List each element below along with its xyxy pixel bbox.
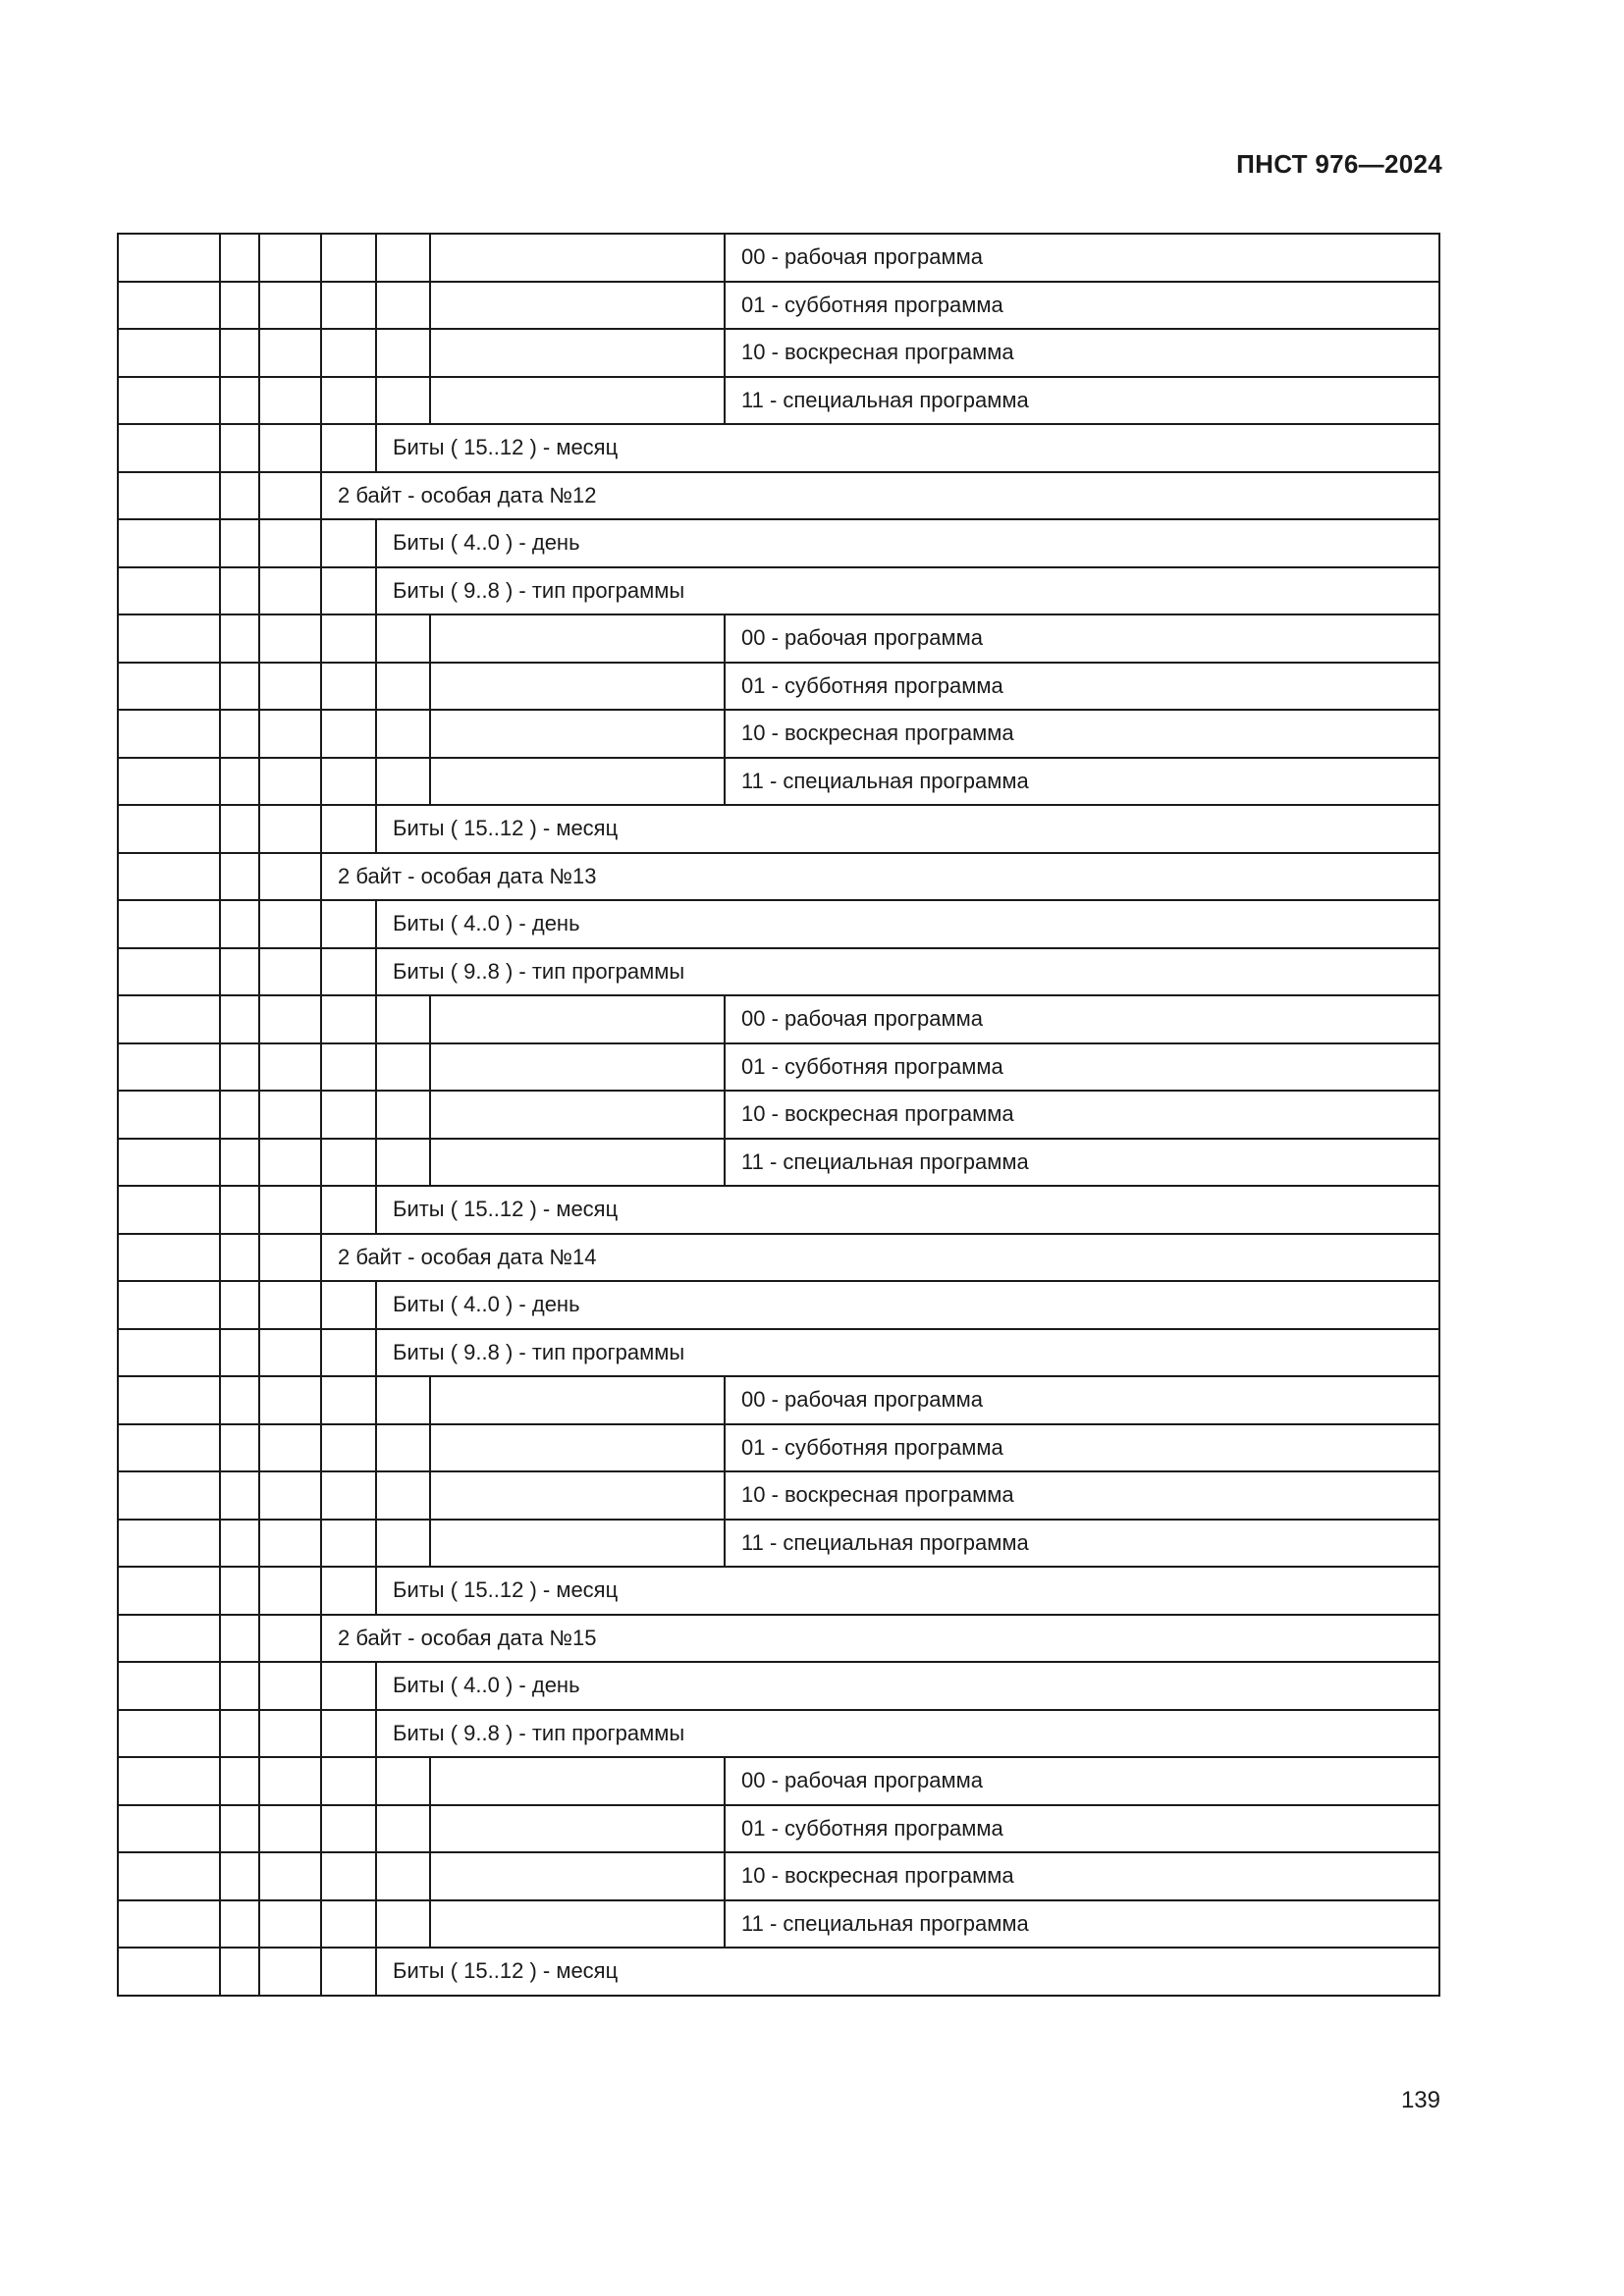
empty-cell — [321, 1471, 376, 1520]
empty-cell — [259, 710, 321, 758]
empty-cell — [430, 710, 725, 758]
empty-cell — [259, 1139, 321, 1187]
empty-cell — [321, 234, 376, 282]
table-row — [118, 1852, 1439, 1900]
empty-cell — [220, 1520, 259, 1568]
empty-cell — [430, 1139, 725, 1187]
empty-cell — [220, 1424, 259, 1472]
table-row — [118, 853, 1439, 901]
empty-cell — [321, 567, 376, 615]
empty-cell — [321, 1948, 376, 1996]
empty-cell — [118, 1757, 220, 1805]
empty-cell — [259, 1757, 321, 1805]
empty-cell — [321, 995, 376, 1043]
empty-cell — [321, 519, 376, 567]
empty-cell — [430, 1471, 725, 1520]
empty-cell — [321, 614, 376, 663]
program-type-option: 10 - воскресная программа — [725, 710, 1439, 758]
empty-cell — [220, 1139, 259, 1187]
empty-cell — [259, 234, 321, 282]
empty-cell — [430, 995, 725, 1043]
empty-cell — [321, 805, 376, 853]
program-type-option: 11 - специальная программа — [725, 377, 1439, 425]
program-type-option: 01 - субботняя программа — [725, 663, 1439, 711]
empty-cell — [118, 900, 220, 948]
empty-cell — [321, 948, 376, 996]
page-number: 139 — [1400, 2087, 1440, 2113]
empty-cell — [321, 1710, 376, 1758]
empty-cell — [118, 282, 220, 330]
empty-cell — [118, 1281, 220, 1329]
empty-cell — [259, 1424, 321, 1472]
bit-field-label: Биты ( 9..8 ) - тип программы — [376, 1710, 1439, 1758]
empty-cell — [118, 377, 220, 425]
empty-cell — [259, 1900, 321, 1949]
empty-cell — [376, 614, 430, 663]
empty-cell — [321, 1043, 376, 1092]
empty-cell — [220, 282, 259, 330]
empty-cell — [430, 663, 725, 711]
empty-cell — [376, 1376, 430, 1424]
empty-cell — [321, 1139, 376, 1187]
empty-cell — [376, 1900, 430, 1949]
program-type-option: 10 - воскресная программа — [725, 1091, 1439, 1139]
program-type-option: 00 - рабочая программа — [725, 1376, 1439, 1424]
empty-cell — [376, 1091, 430, 1139]
empty-cell — [118, 1948, 220, 1996]
empty-cell — [430, 1376, 725, 1424]
empty-cell — [220, 1900, 259, 1949]
program-type-option: 10 - воскресная программа — [725, 1471, 1439, 1520]
empty-cell — [220, 424, 259, 472]
program-type-option: 10 - воскресная программа — [725, 329, 1439, 377]
empty-cell — [220, 1186, 259, 1234]
empty-cell — [430, 1091, 725, 1139]
table-row — [118, 1567, 1439, 1615]
empty-cell — [376, 1139, 430, 1187]
empty-cell — [430, 1424, 725, 1472]
empty-cell — [430, 377, 725, 425]
table-row — [118, 1805, 1439, 1853]
empty-cell — [118, 1329, 220, 1377]
empty-cell — [220, 1234, 259, 1282]
table-row — [118, 1471, 1439, 1520]
empty-cell — [259, 282, 321, 330]
empty-cell — [118, 519, 220, 567]
empty-cell — [321, 424, 376, 472]
table-row — [118, 424, 1439, 472]
empty-cell — [259, 614, 321, 663]
empty-cell — [259, 1615, 321, 1663]
empty-cell — [430, 234, 725, 282]
empty-cell — [220, 995, 259, 1043]
empty-cell — [118, 758, 220, 806]
table-row — [118, 948, 1439, 996]
table-row — [118, 1900, 1439, 1949]
empty-cell — [118, 1567, 220, 1615]
bit-field-label: Биты ( 15..12 ) - месяц — [376, 805, 1439, 853]
empty-cell — [259, 1281, 321, 1329]
bit-field-label: Биты ( 15..12 ) - месяц — [376, 1567, 1439, 1615]
empty-cell — [321, 900, 376, 948]
empty-cell — [220, 567, 259, 615]
empty-cell — [118, 1615, 220, 1663]
table-row — [118, 1043, 1439, 1092]
bit-field-label: Биты ( 9..8 ) - тип программы — [376, 948, 1439, 996]
empty-cell — [118, 1186, 220, 1234]
empty-cell — [118, 663, 220, 711]
empty-cell — [118, 329, 220, 377]
program-type-option: 00 - рабочая программа — [725, 995, 1439, 1043]
table-row — [118, 1329, 1439, 1377]
empty-cell — [220, 1281, 259, 1329]
table-row — [118, 1757, 1439, 1805]
program-type-option: 00 - рабочая программа — [725, 1757, 1439, 1805]
empty-cell — [220, 1043, 259, 1092]
program-type-option: 11 - специальная программа — [725, 1900, 1439, 1949]
empty-cell — [259, 1852, 321, 1900]
empty-cell — [321, 1662, 376, 1710]
empty-cell — [430, 1043, 725, 1092]
empty-cell — [259, 1471, 321, 1520]
empty-cell — [220, 1710, 259, 1758]
empty-cell — [220, 710, 259, 758]
byte-heading: 2 байт - особая дата №13 — [321, 853, 1439, 901]
empty-cell — [376, 377, 430, 425]
empty-cell — [220, 1376, 259, 1424]
empty-cell — [430, 1757, 725, 1805]
empty-cell — [118, 1234, 220, 1282]
bit-field-label: Биты ( 9..8 ) - тип программы — [376, 567, 1439, 615]
empty-cell — [259, 1710, 321, 1758]
empty-cell — [430, 614, 725, 663]
empty-cell — [220, 377, 259, 425]
empty-cell — [220, 1662, 259, 1710]
table-row — [118, 234, 1439, 282]
table-row — [118, 1662, 1439, 1710]
document-number: ПНСТ 976—2024 — [1236, 149, 1442, 179]
table-row — [118, 1520, 1439, 1568]
empty-cell — [118, 1710, 220, 1758]
table-row — [118, 1139, 1439, 1187]
program-type-option: 01 - субботняя программа — [725, 1424, 1439, 1472]
empty-cell — [376, 663, 430, 711]
empty-cell — [118, 805, 220, 853]
empty-cell — [259, 1329, 321, 1377]
program-type-option: 10 - воскресная программа — [725, 1852, 1439, 1900]
empty-cell — [259, 424, 321, 472]
table-row — [118, 519, 1439, 567]
program-type-option: 11 - специальная программа — [725, 758, 1439, 806]
empty-cell — [220, 1948, 259, 1996]
table-row — [118, 377, 1439, 425]
empty-cell — [321, 1852, 376, 1900]
bit-layout-table — [117, 233, 1440, 1997]
empty-cell — [259, 1948, 321, 1996]
empty-cell — [376, 758, 430, 806]
empty-cell — [430, 1805, 725, 1853]
empty-cell — [321, 1757, 376, 1805]
bit-field-label: Биты ( 4..0 ) - день — [376, 1662, 1439, 1710]
table-row — [118, 1710, 1439, 1758]
empty-cell — [430, 329, 725, 377]
empty-cell — [118, 472, 220, 520]
empty-cell — [430, 1520, 725, 1568]
empty-cell — [376, 710, 430, 758]
empty-cell — [376, 1852, 430, 1900]
empty-cell — [259, 995, 321, 1043]
empty-cell — [118, 1091, 220, 1139]
bit-field-label: Биты ( 4..0 ) - день — [376, 900, 1439, 948]
empty-cell — [220, 805, 259, 853]
table-row — [118, 995, 1439, 1043]
empty-cell — [220, 900, 259, 948]
empty-cell — [220, 1471, 259, 1520]
empty-cell — [259, 519, 321, 567]
empty-cell — [220, 519, 259, 567]
empty-cell — [118, 710, 220, 758]
empty-cell — [118, 948, 220, 996]
bit-field-label: Биты ( 15..12 ) - месяц — [376, 1186, 1439, 1234]
empty-cell — [220, 853, 259, 901]
table-row — [118, 900, 1439, 948]
program-type-option: 01 - субботняя программа — [725, 1805, 1439, 1853]
table-row — [118, 758, 1439, 806]
empty-cell — [220, 329, 259, 377]
empty-cell — [376, 234, 430, 282]
empty-cell — [118, 1139, 220, 1187]
program-type-option: 01 - субботняя программа — [725, 1043, 1439, 1092]
empty-cell — [321, 663, 376, 711]
empty-cell — [220, 1757, 259, 1805]
bit-field-label: Биты ( 15..12 ) - месяц — [376, 1948, 1439, 1996]
table-row — [118, 805, 1439, 853]
table-row — [118, 329, 1439, 377]
bit-field-label: Биты ( 9..8 ) - тип программы — [376, 1329, 1439, 1377]
empty-cell — [118, 1852, 220, 1900]
table-row — [118, 1615, 1439, 1663]
table-row — [118, 472, 1439, 520]
empty-cell — [118, 1376, 220, 1424]
program-type-option: 11 - специальная программа — [725, 1520, 1439, 1568]
table-row — [118, 710, 1439, 758]
empty-cell — [118, 424, 220, 472]
empty-cell — [259, 1091, 321, 1139]
table-row — [118, 1091, 1439, 1139]
empty-cell — [118, 853, 220, 901]
empty-cell — [376, 329, 430, 377]
empty-cell — [220, 234, 259, 282]
empty-cell — [259, 663, 321, 711]
empty-cell — [118, 1662, 220, 1710]
empty-cell — [321, 1424, 376, 1472]
empty-cell — [118, 1424, 220, 1472]
empty-cell — [321, 282, 376, 330]
empty-cell — [376, 1471, 430, 1520]
table-row — [118, 567, 1439, 615]
empty-cell — [259, 1043, 321, 1092]
bit-field-label: Биты ( 4..0 ) - день — [376, 1281, 1439, 1329]
empty-cell — [220, 663, 259, 711]
empty-cell — [321, 758, 376, 806]
table-row — [118, 1424, 1439, 1472]
empty-cell — [220, 1329, 259, 1377]
table-row — [118, 1234, 1439, 1282]
empty-cell — [259, 472, 321, 520]
empty-cell — [259, 853, 321, 901]
empty-cell — [118, 1805, 220, 1853]
empty-cell — [321, 1900, 376, 1949]
program-type-option: 01 - субботняя программа — [725, 282, 1439, 330]
empty-cell — [259, 329, 321, 377]
table-row — [118, 1186, 1439, 1234]
empty-cell — [220, 948, 259, 996]
empty-cell — [220, 1852, 259, 1900]
empty-cell — [430, 758, 725, 806]
table-row — [118, 282, 1439, 330]
empty-cell — [259, 1805, 321, 1853]
empty-cell — [376, 1043, 430, 1092]
bit-field-label: Биты ( 4..0 ) - день — [376, 519, 1439, 567]
empty-cell — [259, 1234, 321, 1282]
empty-cell — [259, 1186, 321, 1234]
table-row — [118, 1281, 1439, 1329]
empty-cell — [118, 234, 220, 282]
empty-cell — [259, 1376, 321, 1424]
empty-cell — [321, 329, 376, 377]
program-type-option: 00 - рабочая программа — [725, 614, 1439, 663]
table-row — [118, 663, 1439, 711]
program-type-option: 00 - рабочая программа — [725, 234, 1439, 282]
empty-cell — [118, 995, 220, 1043]
empty-cell — [321, 710, 376, 758]
empty-cell — [321, 1186, 376, 1234]
empty-cell — [321, 377, 376, 425]
empty-cell — [321, 1329, 376, 1377]
empty-cell — [321, 1091, 376, 1139]
empty-cell — [321, 1567, 376, 1615]
empty-cell — [220, 1091, 259, 1139]
empty-cell — [259, 805, 321, 853]
empty-cell — [220, 1615, 259, 1663]
empty-cell — [118, 567, 220, 615]
empty-cell — [118, 1900, 220, 1949]
program-type-option: 11 - специальная программа — [725, 1139, 1439, 1187]
empty-cell — [118, 1471, 220, 1520]
empty-cell — [118, 614, 220, 663]
empty-cell — [220, 472, 259, 520]
empty-cell — [220, 758, 259, 806]
empty-cell — [376, 1805, 430, 1853]
empty-cell — [321, 1805, 376, 1853]
table-row — [118, 614, 1439, 663]
empty-cell — [259, 1662, 321, 1710]
empty-cell — [220, 1805, 259, 1853]
empty-cell — [430, 282, 725, 330]
empty-cell — [259, 758, 321, 806]
empty-cell — [430, 1900, 725, 1949]
empty-cell — [321, 1281, 376, 1329]
bit-field-label: Биты ( 15..12 ) - месяц — [376, 424, 1439, 472]
empty-cell — [118, 1043, 220, 1092]
byte-heading: 2 байт - особая дата №14 — [321, 1234, 1439, 1282]
byte-heading: 2 байт - особая дата №15 — [321, 1615, 1439, 1663]
empty-cell — [259, 900, 321, 948]
empty-cell — [376, 1424, 430, 1472]
empty-cell — [321, 1376, 376, 1424]
empty-cell — [376, 282, 430, 330]
empty-cell — [259, 1567, 321, 1615]
byte-heading: 2 байт - особая дата №12 — [321, 472, 1439, 520]
empty-cell — [430, 1852, 725, 1900]
empty-cell — [259, 377, 321, 425]
empty-cell — [259, 567, 321, 615]
empty-cell — [220, 614, 259, 663]
empty-cell — [376, 995, 430, 1043]
empty-cell — [259, 1520, 321, 1568]
empty-cell — [259, 948, 321, 996]
table-row — [118, 1948, 1439, 1996]
empty-cell — [376, 1520, 430, 1568]
empty-cell — [118, 1520, 220, 1568]
empty-cell — [321, 1520, 376, 1568]
table-row — [118, 1376, 1439, 1424]
empty-cell — [220, 1567, 259, 1615]
empty-cell — [376, 1757, 430, 1805]
